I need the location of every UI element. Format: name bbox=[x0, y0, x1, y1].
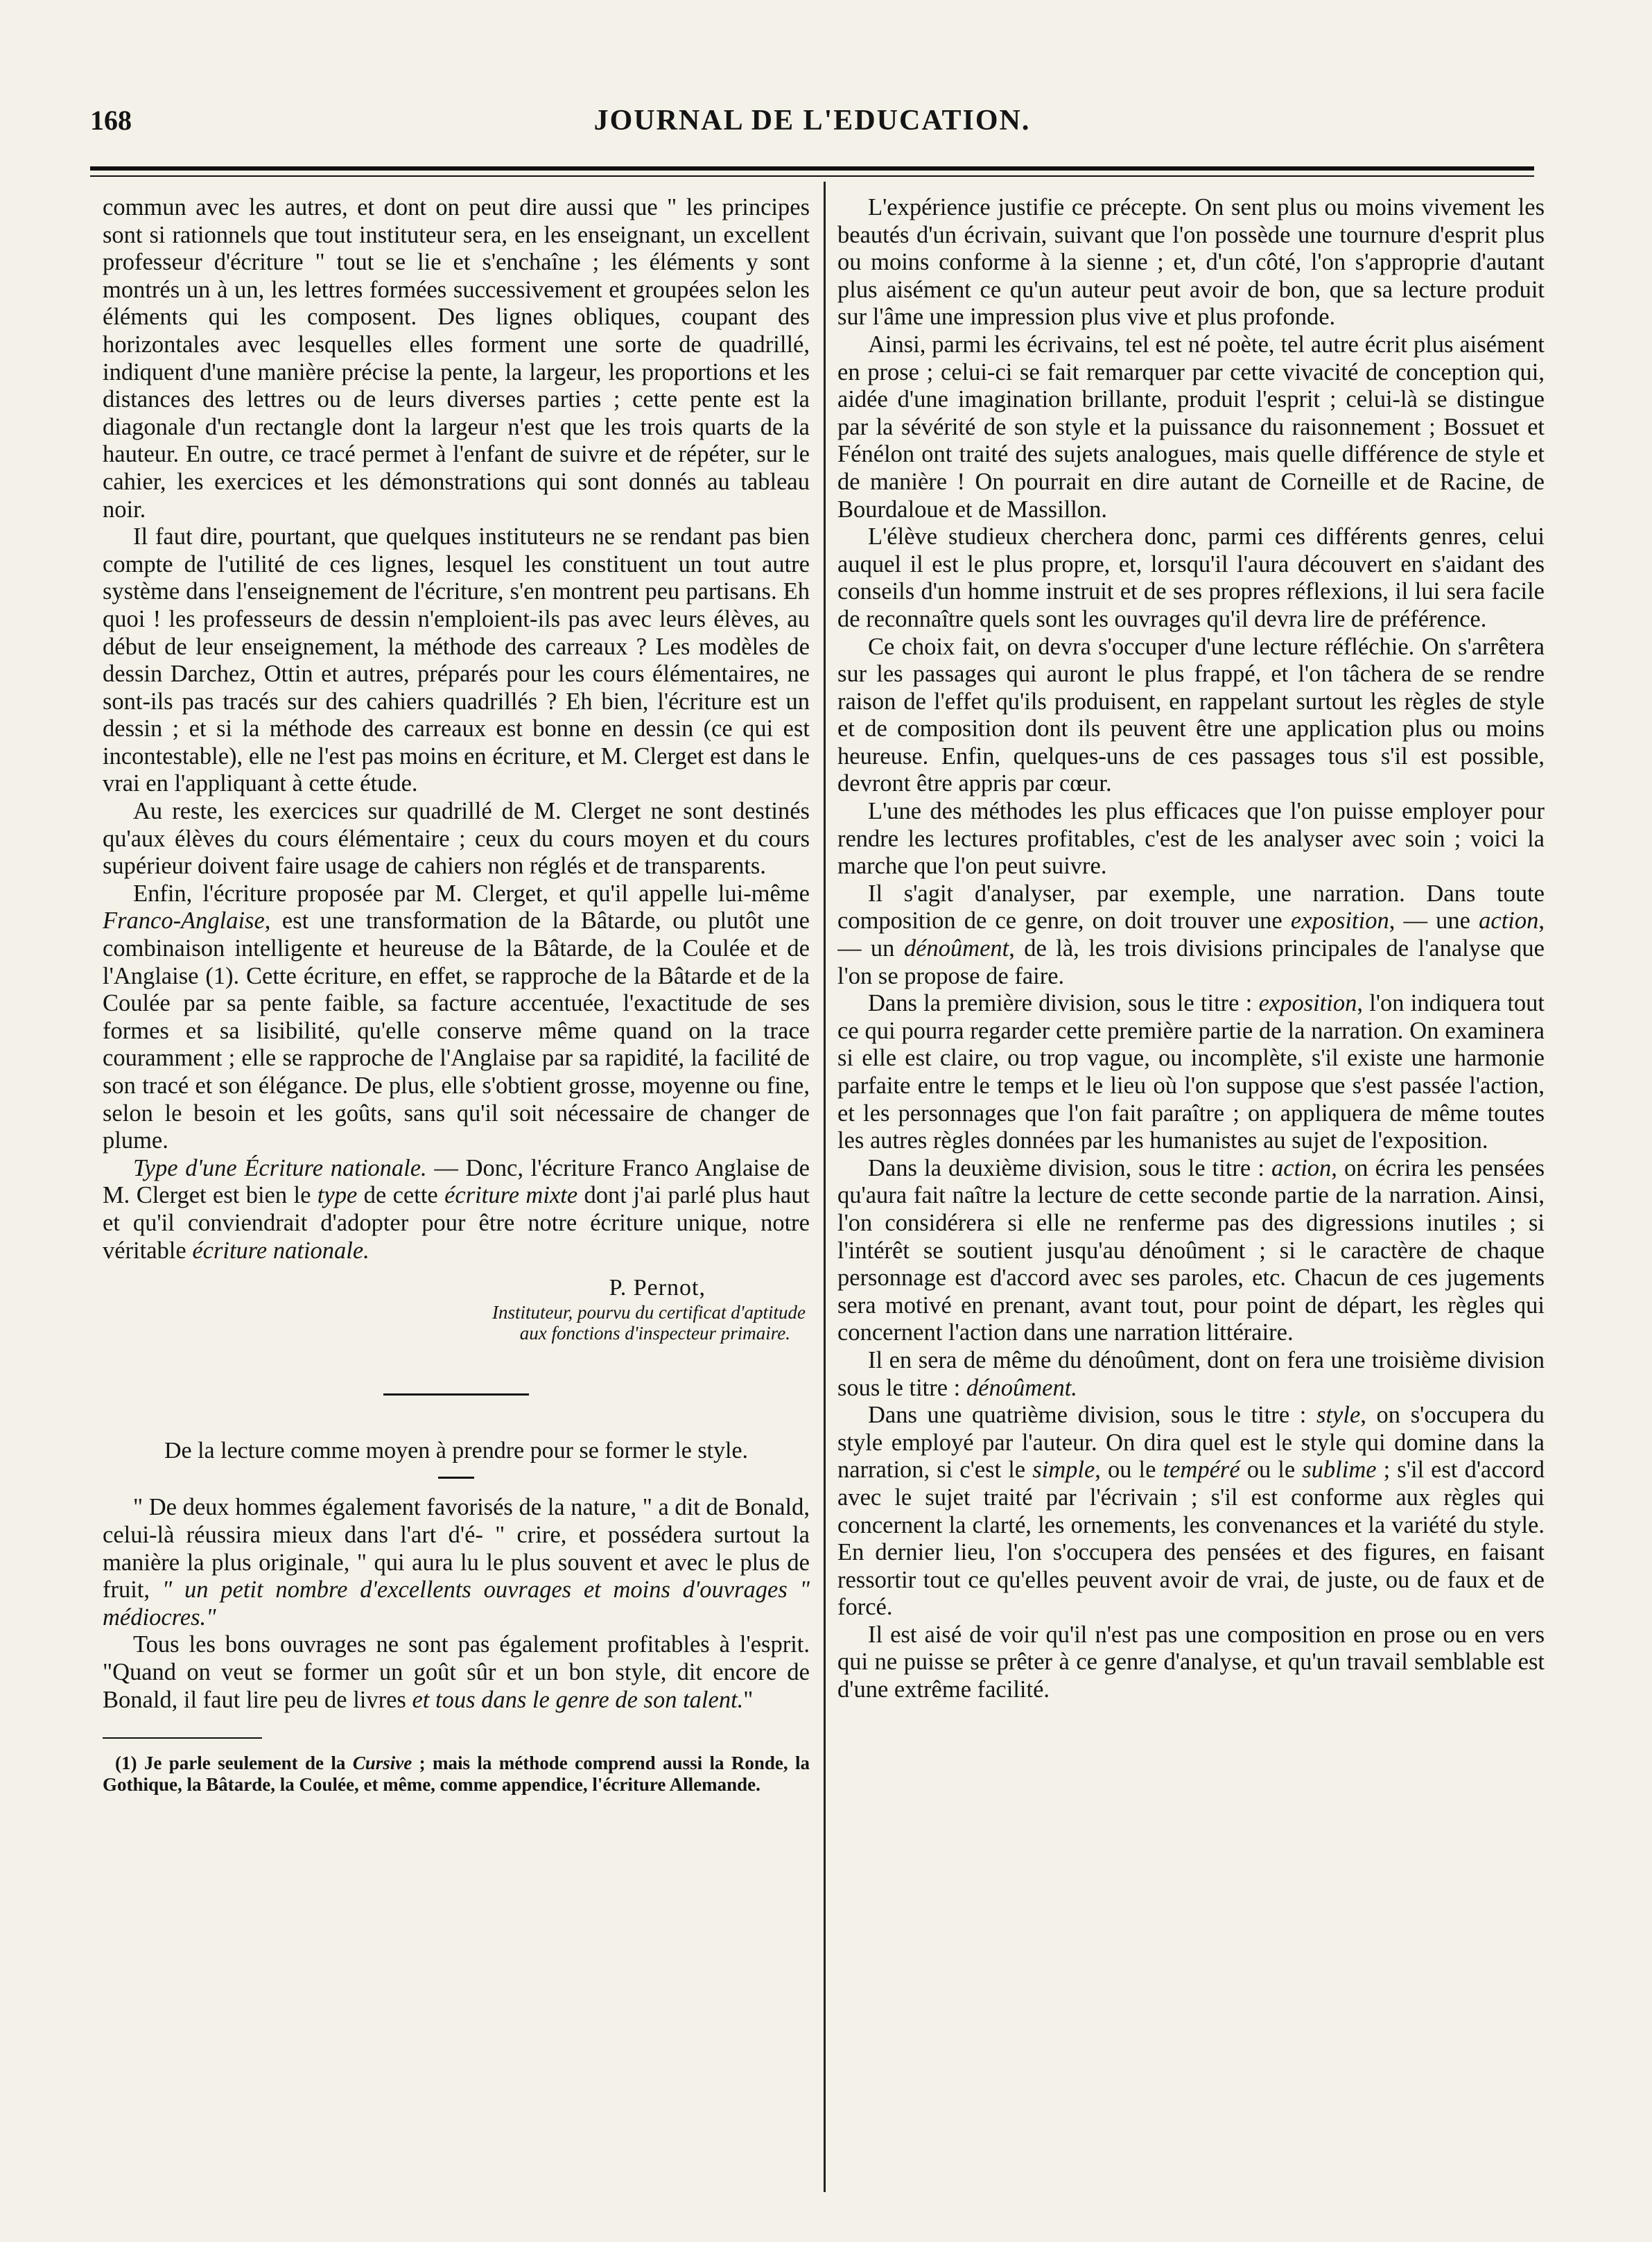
paragraph: Il s'agit d'analyser, par exemple, une narration. Dans toute composition de ce genre, on doit trouver une exposition, — une action, — un dénoûment, de là, les trois divisions principales de l'analyse que l'on se propose de faire. bbox=[837, 880, 1545, 989]
paragraph: Il est aisé de voir qu'il n'est pas une composition en prose ou en vers qui ne puisse se prêter à ce genre d'analyse, et qu'un travail semblable est d'une extrême facilité. bbox=[837, 1621, 1545, 1703]
paragraph: Ainsi, parmi les écrivains, tel est né poète, tel autre écrit plus aisément en prose ; celui-ci se fait remarquer par cette vivacité de conception qui, aidée d'une imagination brillante, produit l'esprit ; celui-là se distingue par la sévérité de son style et la puissance du raisonnement ; Bossuet et Fénélon ont traité des sujets analogues, mais quelle différence de style et de manière ! On pourrait en dire autant de Corneille et de Racine, de Bourdaloue et de Massillon. bbox=[837, 331, 1545, 523]
right-column bbox=[837, 194, 1545, 2191]
header-rule-thin bbox=[90, 175, 1534, 177]
paragraph: L'expérience justifie ce précepte. On sent plus ou moins vivement les beautés d'un écrivain, suivant que l'on possède une tournure d'esprit plus ou moins conforme à la sienne ; et, d'un côté, l'on s'approprie d'autant plus aisément ce qu'un auteur peut avoir de bon, que sa lecture produit sur l'âme une impression plus vive et plus profonde. bbox=[837, 194, 1545, 331]
author-signature: P. Pernot, bbox=[609, 1275, 706, 1301]
header-rule-thick bbox=[90, 166, 1534, 171]
running-title: JOURNAL DE L'EDUCATION. bbox=[593, 105, 1031, 137]
author-title: Instituteur, pourvu du certificat d'aptitude bbox=[492, 1301, 806, 1323]
column-divider bbox=[824, 182, 826, 2192]
paragraph: Dans une quatrième division, sous le titre : style, on s'occupera du style employé par l'auteur. On dira quel est le style qui domine dans la narration, si c'est le simple, ou le tempéré ou le sublime ; s'il est d'accord avec le sujet traité par l'écrivain ; s'il est conforme aux règles qui concernent la clarté, les ornements, les convenances et la variété du style. En dernier lieu, l'on s'occupera des pensées et des figures, en faisant ressortir tout ce qu'elles peuvent avoir de vrai, de juste, ou de faux et de forcé. bbox=[837, 1402, 1545, 1621]
paragraph: Type d'une Écriture nationale. — Donc, l'écriture Franco Anglaise de M. Clerget est bien le type de cette écriture mixte dont j'ai parlé plus haut et qu'il conviendrait d'adopter pour être notre écriture unique, notre véritable écriture nationale. bbox=[103, 1154, 810, 1264]
quotation: " De deux hommes également favorisés de la nature, " a dit de Bonald, celui-là réussira mieux dans l'art d'é- " crire, et possédera surtout la manière la plus originale, " qui aura lu le plus souvent et avec le plus de fruit, " un petit nombre d'excellents ouvrages et moins d'ouvrages " médiocres." bbox=[103, 1494, 810, 1631]
paragraph: Il faut dire, pourtant, que quelques instituteurs ne se rendant pas bien compte de l'utilité de ces lignes, lesquel les constituent un tout autre système dans l'enseignement de l'écriture, s'en montrent peu partisans. Eh quoi ! les professeurs de dessin n'emploient-ils pas avec leurs élèves, au début de leur enseignement, la méthode des carreaux ? Les modèles de dessin Darchez, Ottin et autres, préparés pour les cours élémentaires, ne sont-ils pas tracés sur des cahiers quadrillés ? Eh bien, l'écriture est un dessin ; et si la méthode des carreaux est bonne en dessin (ce qui est incontestable), elle ne l'est pas moins en écriture, et M. Clerget est dans le vrai en l'appliquant à cette étude. bbox=[103, 523, 810, 797]
left-column bbox=[103, 194, 810, 2191]
section-divider bbox=[103, 1380, 810, 1407]
paragraph: Dans la première division, sous le titre : exposition, l'on indiquera tout ce qui pourra regarder cette première partie de la narration. On examinera si elle est claire, ou trop vague, ou incomplète, s'il existe une harmonie parfaite entre le temps et le lieu où l'on suppose que s'est passée l'action, et les personnages que l'on fait paraître ; on appliquera de même toutes les autres règles données par les humanistes au sujet de l'exposition. bbox=[837, 990, 1545, 1154]
section-title: De la lecture comme moyen à prendre pour se former le style. bbox=[164, 1438, 749, 1464]
paragraph: L'élève studieux cherchera donc, parmi ces différents genres, celui auquel il est le plus propre, et, lorsqu'il l'aura découvert en s'aidant des conseils d'un homme instruit et de ses propres réflexions, il lui sera facile de reconnaître quels sont les ouvrages qu'il devra lire de préférence. bbox=[837, 523, 1545, 632]
author-title: aux fonctions d'inspecteur primaire. bbox=[519, 1322, 790, 1344]
page-number: 168 bbox=[90, 105, 132, 136]
paragraph: Ce choix fait, on devra s'occuper d'une lecture réfléchie. On s'arrêtera sur les passages qui auront le plus frappé, et l'on tâchera de se rendre raison de l'effet qu'ils produisent, en rappelant surtout les règles de style et de composition dont ils peuvent être une application plus ou moins heureuse. Enfin, quelques-uns de ces passages tous s'il est possible, devront être appris par cœur. bbox=[837, 633, 1545, 797]
short-rule bbox=[438, 1477, 474, 1479]
paragraph: commun avec les autres, et dont on peut dire aussi que " les principes sont si rationnels que tout instituteur sera, en les enseignant, un excellent professeur d'écriture " tout se lie et s'enchaîne ; les éléments y sont montrés un à un, les lettres formées successivement et groupées selon les éléments qui les composent. Des lignes obliques, coupant des horizontales avec lesquelles elles forment une sorte de quadrillé, indiquent d'une manière précise la pente, la largeur, les proportions et les distances des lettres ou de leurs diverses parties ; cette pente est la diagonale d'un rectangle dont la largeur n'est que les trois quarts de la hauteur. En outre, ce tracé permet à l'enfant de suivre et de répéter, sur le cahier, les exercices et les démonstrations qui sont donnés au tableau noir. bbox=[103, 194, 810, 523]
footnote-rule bbox=[103, 1737, 262, 1739]
paragraph: Tous les bons ouvrages ne sont pas également profitables à l'esprit. "Quand on veut se former un goût sûr et un bon style, dit encore de Bonald, il faut lire peu de livres et tous dans le genre de son talent." bbox=[103, 1631, 810, 1713]
paragraph: Dans la deuxième division, sous le titre : action, on écrira les pensées qu'aura fait naître la lecture de cette seconde partie de la narration. Ainsi, l'on considérera si elle ne renferme pas des digressions inutiles ; si l'intérêt se soutient jusqu'au dénoûment ; si le caractère de chaque personnage est d'accord avec ses paroles, etc. Chacun de ces jugements sera motivé en prenant, avant tout, pour point de départ, les règles qui concernent l'action dans une narration littéraire. bbox=[837, 1154, 1545, 1346]
paragraph: Au reste, les exercices sur quadrillé de M. Clerget ne sont destinés qu'aux élèves du cours élémentaire ; ceux du cours moyen et du cours supérieur doivent faire usage de cahiers non réglés et de transparents. bbox=[103, 798, 810, 880]
page-header bbox=[90, 104, 1534, 146]
footnote: (1) Je parle seulement de la Cursive ; mais la méthode comprend aussi la Ronde, la Gothique, la Bâtarde, la Coulée, et même, comme appendice, l'écriture Allemande. bbox=[103, 1753, 810, 1796]
paragraph: L'une des méthodes les plus efficaces que l'on puisse employer pour rendre les lectures profitables, c'est de les analyser avec soin ; voici la marche que l'on peut suivre. bbox=[837, 798, 1545, 880]
paragraph: Il en sera de même du dénoûment, dont on fera une troisième division sous le titre : dénoûment. bbox=[837, 1346, 1545, 1401]
paragraph: Enfin, l'écriture proposée par M. Clerget, et qu'il appelle lui-même Franco-Anglaise, est une transformation de la Bâtarde, ou plutôt une combinaison intelligente et heureuse de la Bâtarde, de la Coulée et de l'Anglaise (1). Cette écriture, en effet, se rapproche de la Bâtarde et de la Coulée par sa pente faible, sa facture accentuée, l'exactitude de ses formes et sa lisibilité, qu'elle conserve même quand on la trace couramment ; elle se rapproche de l'Anglaise par sa rapidité, la facilité de son tracé et son élégance. De plus, elle s'obtient grosse, moyenne ou fine, selon le besoin et les goûts, sans qu'il soit nécessaire de changer de plume. bbox=[103, 880, 810, 1154]
